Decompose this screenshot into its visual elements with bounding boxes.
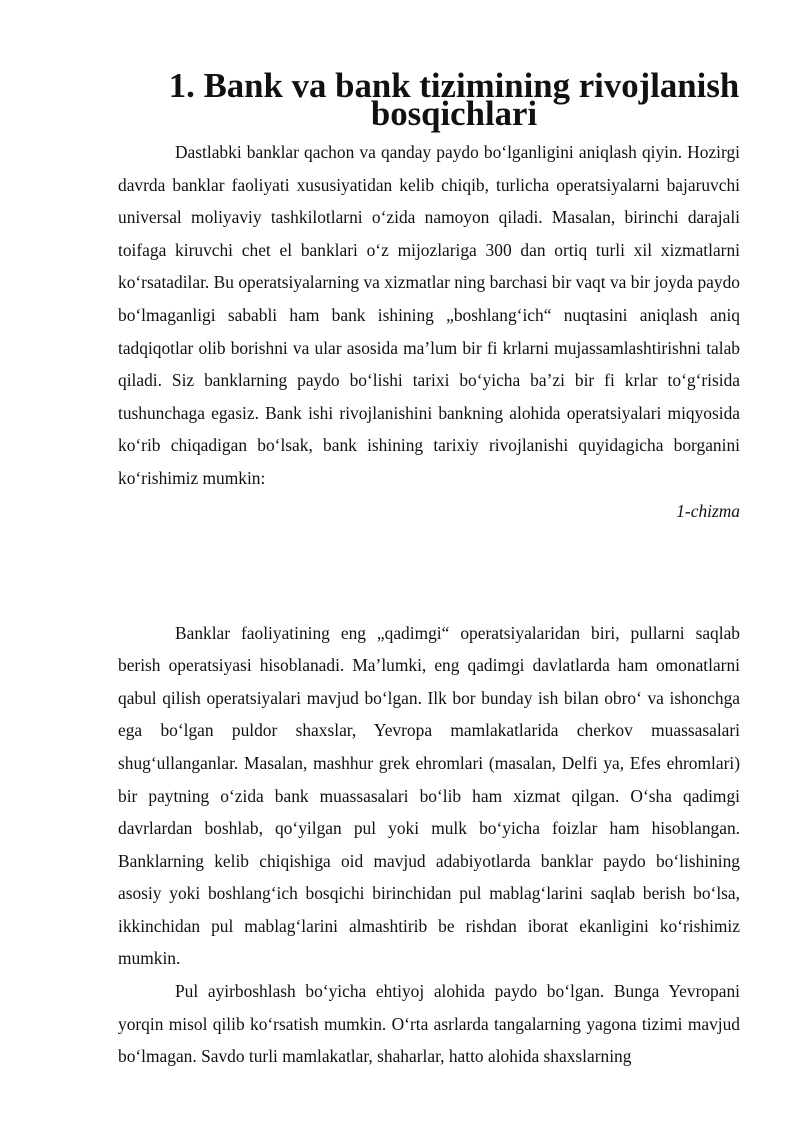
paragraph-deposits: Banklar faoliyatining eng „qadimgi“ operatsiyalaridan biri, pullarni saqlab berish operatsiyasi hisoblanadi. Ma’lumki, eng qadimgi davlatlarda ham omonatlarni qabul qilish operatsiyalari mavjud bo‘lgan. Ilk bor bunday ish bilan obro‘ va ishonchga ega bo‘lgan puldor shaxslar, Yevropa mamlakatlarida cherkov muassasalari shug‘ullanganlar. Masalan, mashhur grek ehromlari (masalan, Delfi ya, Efes ehromlari) bir paytning o‘zida bank muassasalari bo‘lib ham xizmat qilgan. O‘sha qadimgi davrlardan boshlab, qo‘yilgan pul yoki mulk bo‘yicha foizlar ham hisoblangan. Banklarning kelib chiqishiga oid mavjud adabiyotlarda banklar paydo bo‘lishining asosiy yoki boshlang‘ich bosqichi birinchidan pul mablag‘larini saqlab berish bo‘lsa, ikkinchidan pul mablag‘larini almashtirib be rishdan iborat ekanligini ko‘rishimiz mumkin. [118, 622, 740, 969]
paragraph-exchange: Pul ayirboshlash bo‘yicha ehtiyoj alohida paydo bo‘lgan. Bunga Yevropani yorqin misol qilib ko‘rsatish mumkin. O‘rta asrlarda tangalarning yagona tizimi mavjud bo‘lmagan. Savdo turli mamlakatlar, shaharlar, hatto alohida shaxslarning [118, 981, 740, 1067]
page-content [118, 66, 740, 1073]
paragraph-intro: Dastlabki banklar qachon va qanday paydo bo‘lganligini aniqlash qiyin. Hozirgi davrda banklar faoliyati xususiyatidan kelib chiqib, turlicha operatsiyalarni bajaruvchi universal moliyaviy tashkilotlarni o‘zida namoyon qiladi. Masalan, birinchi darajali toifaga kiruvchi chet el banklari o‘z mijozlariga 300 dan ortiq turli xil xizmatlarni ko‘rsatadilar. Bu operatsiyalarning va xizmatlar ning barchasi bir vaqt va bir joyda paydo bo‘lmaganligi sababli ham bank ishining „boshlang‘ich“ nuqtasini aniqlash aniq tadqiqotlar olib borishni va ular asosida ma’lum bir fi krlarni mujassamlashtirishni talab qiladi. Siz banklarning paydo bo‘lishi tarixi bo‘yicha ba’zi bir fi krlar to‘g‘risida tushunchaga egasiz. Bank ishi rivojlanishini bankning alohida operatsiyalari miqyosida ko‘rib chiqadigan bo‘lsak, bank ishining tarixiy rivojlanishi quyidagicha borganini ko‘rishimiz mumkin: [118, 142, 740, 488]
figure-caption: 1-chizma [676, 500, 740, 521]
section-heading: 1. Bank va bank tizimining rivojlanish bosqichlari [168, 66, 740, 133]
figure-placeholder [118, 527, 740, 617]
